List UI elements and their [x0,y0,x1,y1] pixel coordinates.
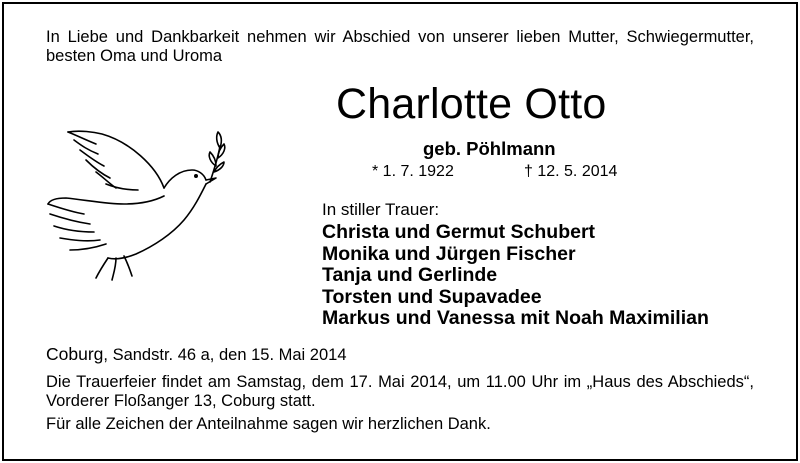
thanks-text: Für alle Zeichen der Anteilnahme sagen wir herzlichen Dank. [46,415,491,433]
dove-with-olive-branch-icon [46,126,246,282]
place-city: Coburg [46,344,104,364]
address-date: , Sandstr. 46 a, den 15. Mai 2014 [103,346,347,364]
mourner-entry: Christa und Germut Schubert [322,221,596,243]
place-and-date [46,344,347,365]
mourner-entry: Torsten und Supavadee [322,285,542,308]
intro-text: In Liebe und Dankbarkeit nehmen wir Abschied von unserer lieben Mutter, Schwiegermutter, besten Oma und Uroma [46,28,754,65]
mourning-label: In stiller Trauer: [322,200,440,219]
mourner-entry: Markus und Vanessa mit Noah Maximilian [322,307,709,329]
mourners-list [322,222,709,330]
maiden-name: geb. Pöhlmann [423,138,556,159]
birth-date: * 1. 7. 1922 [372,163,454,180]
mourner-entry: Tanja und Gerlinde [322,264,498,286]
funeral-info: Die Trauerfeier findet am Samstag, dem 17. Mai 2014, um 11.00 Uhr im „Haus des Abschieds“, Vorderer Floßanger 13, Coburg statt. [46,373,754,410]
death-date: † 12. 5. 2014 [524,163,618,180]
mourner-entry: Monika und Jürgen Fischer [322,242,576,265]
deceased-name: Charlotte Otto [336,80,607,128]
